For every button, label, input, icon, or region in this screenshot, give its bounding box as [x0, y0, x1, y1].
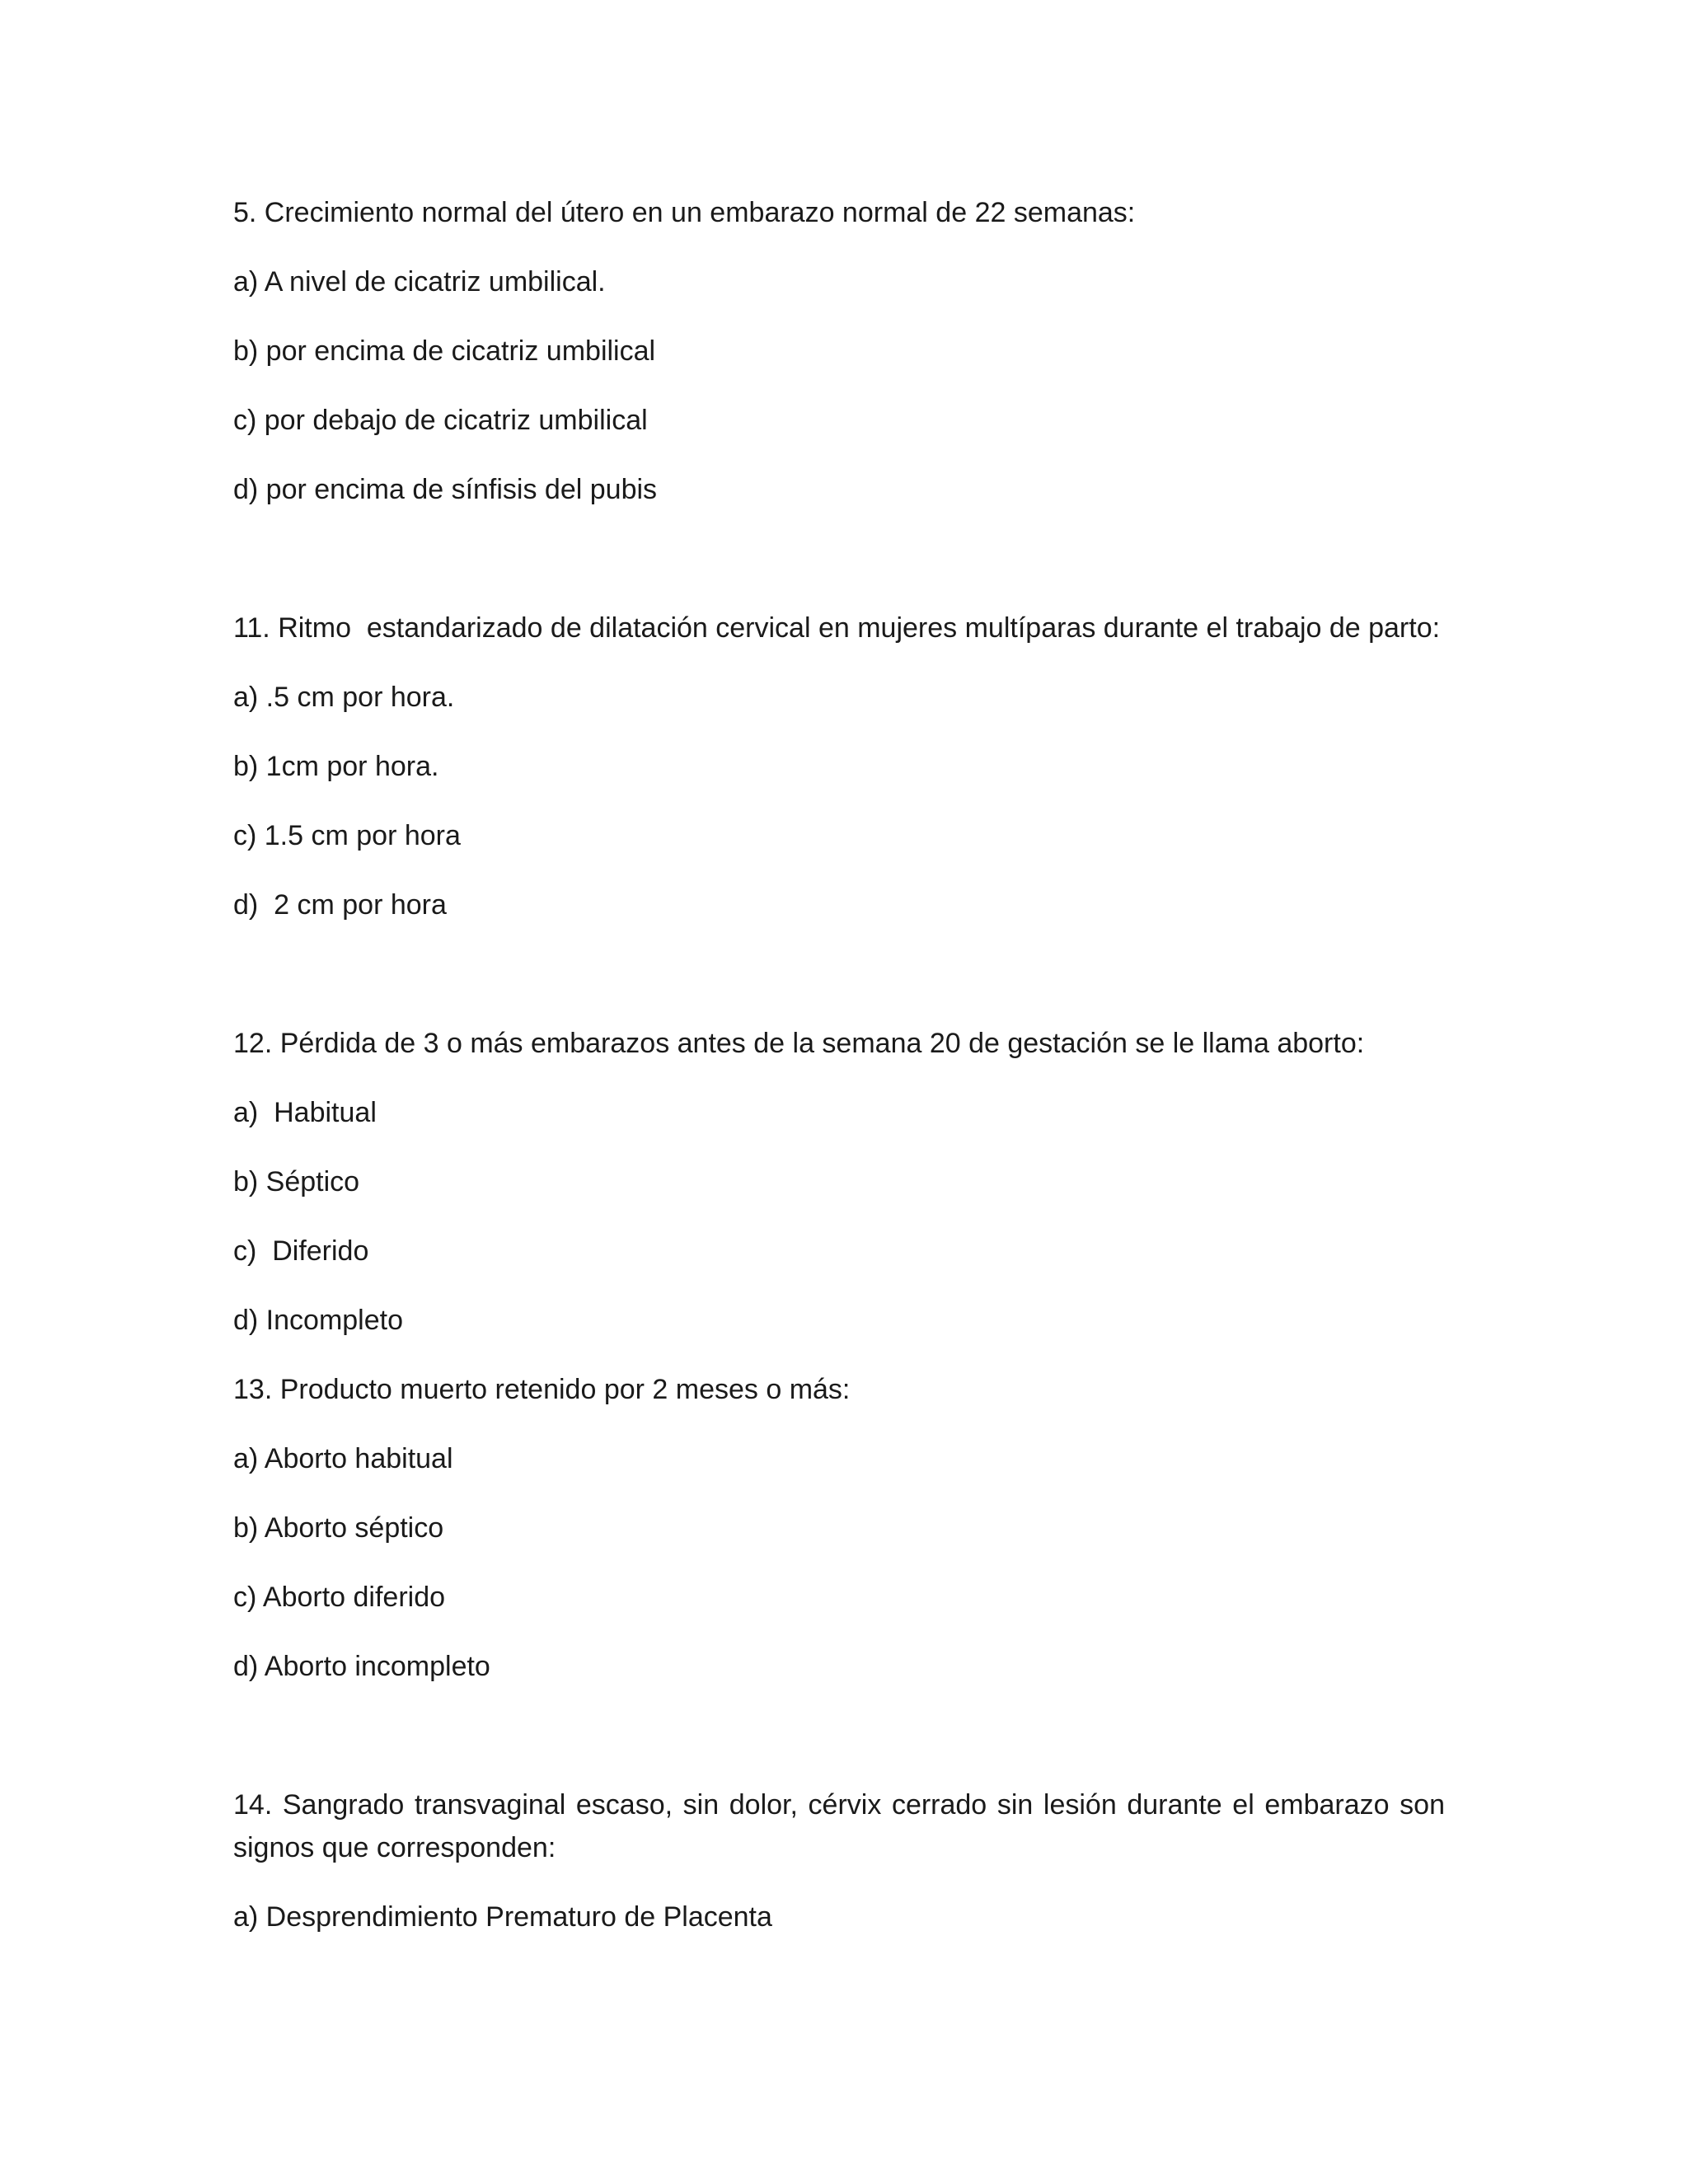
- question-12-option-d: d) Incompleto: [233, 1305, 403, 1336]
- question-5-option-c: c) por debajo de cicatriz umbilical: [233, 405, 648, 436]
- question-12-text: 12. Pérdida de 3 o más embarazos antes de la semana 20 de gestación se le llama aborto:: [233, 1028, 1365, 1059]
- question-11-option-c: c) 1.5 cm por hora: [233, 820, 461, 851]
- question-5-option-a: a) A nivel de cicatriz umbilical.: [233, 266, 606, 298]
- question-11-option-a: a) .5 cm por hora.: [233, 682, 455, 713]
- question-13-option-a: a) Aborto habitual: [233, 1443, 453, 1474]
- question-12-option-c: c) Diferido: [233, 1235, 369, 1267]
- question-12-option-a: a) Habitual: [233, 1097, 377, 1128]
- question-12-option-b: b) Séptico: [233, 1166, 360, 1197]
- question-5-option-d: d) por encima de sínfisis del pubis: [233, 474, 658, 505]
- question-14-text: 14. Sangrado transvaginal escaso, sin dolor, cérvix cerrado sin lesión durante el embarazo son signos que corresponden:: [233, 1789, 1445, 1863]
- question-11-text: 11. Ritmo estandarizado de dilatación cervical en mujeres multíparas durante el trabajo de parto:: [233, 612, 1441, 644]
- question-13-text: 13. Producto muerto retenido por 2 meses o más:: [233, 1374, 851, 1405]
- question-5-text: 5. Crecimiento normal del útero en un embarazo normal de 22 semanas:: [233, 197, 1136, 228]
- question-13-option-b: b) Aborto séptico: [233, 1512, 444, 1544]
- question-11-option-d: d) 2 cm por hora: [233, 889, 447, 921]
- question-13-option-d: d) Aborto incompleto: [233, 1651, 490, 1682]
- question-5-option-b: b) por encima de cicatriz umbilical: [233, 335, 656, 367]
- question-11-option-b: b) 1cm por hora.: [233, 751, 439, 782]
- question-14-option-a: a) Desprendimiento Prematuro de Placenta: [233, 1901, 772, 1933]
- question-13-option-c: c) Aborto diferido: [233, 1582, 446, 1613]
